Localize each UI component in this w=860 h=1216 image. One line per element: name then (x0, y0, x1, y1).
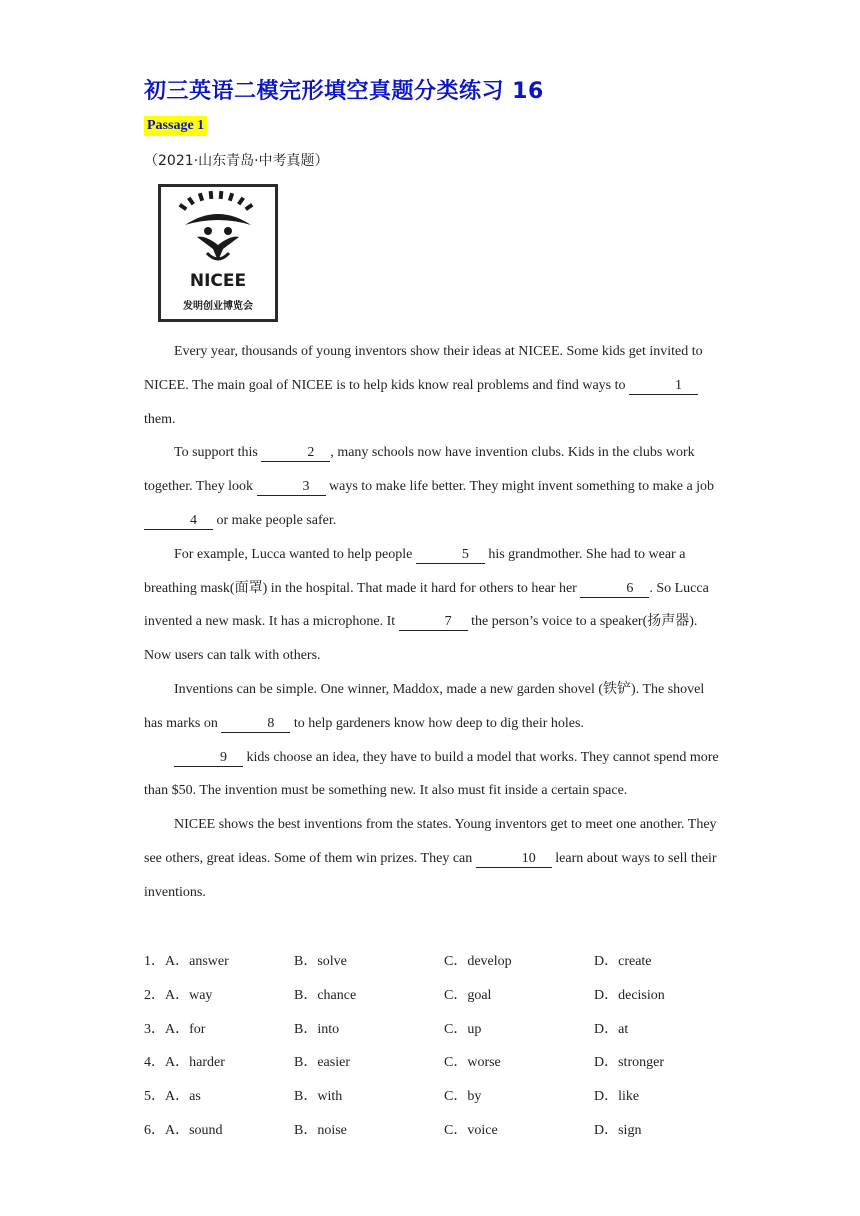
question-row (144, 1046, 744, 1080)
source-citation: （2021·山东青岛·中考真题） (144, 153, 329, 169)
passage-label: Passage 1 (144, 116, 207, 136)
blank-3: 3 (257, 479, 326, 496)
answer-option: B．solve (294, 954, 347, 969)
answer-option: 2．A．way (144, 987, 213, 1003)
blank-2: 2 (261, 445, 330, 462)
passage-paragraph (144, 436, 719, 537)
passage-text: , many schools now have invention clubs. Kids in the clubs work together. They look (144, 445, 695, 495)
passage-text: the person’s voice to a speaker(扬声器). Now users can talk with others. (144, 614, 698, 664)
passage-text: Inventions can be simple. One winner, Maddox, made a new garden shovel (铁铲). The shovel has marks on (144, 681, 705, 731)
blank-6: 6 (580, 581, 649, 598)
blank-8: 8 (221, 716, 290, 733)
passage-text: to help gardeners know how deep to dig their holes. (290, 715, 584, 731)
answer-option: 3．A．for (144, 1021, 206, 1037)
answer-option: B．with (294, 1089, 343, 1105)
passage-text: or make people safer. (213, 512, 337, 528)
page-title: 初三英语二模完形填空真题分类练习 16 (144, 79, 544, 104)
passage-text: For example, Lucca wanted to help people (174, 546, 416, 562)
logo-title: NICEE (189, 271, 247, 291)
passage-text: kids choose an idea, they have to build a model that works. They cannot spend more than $50. The invention must be something new. It also must fit inside a certain space. (144, 749, 719, 799)
answer-option: C．develop (444, 954, 512, 969)
passage-body (144, 335, 719, 910)
passage-paragraph (144, 538, 719, 673)
passage-paragraph (144, 741, 719, 809)
passage-text: ways to make life better. They might invent something to make a job (325, 479, 715, 495)
answer-option: D．sign (594, 1122, 642, 1138)
blank-5: 5 (416, 547, 485, 564)
passage-text: learn about ways to sell their inventions. (144, 850, 717, 900)
question-row (144, 979, 744, 1013)
question-options (144, 945, 744, 1148)
answer-option: B．easier (294, 1055, 350, 1071)
passage-paragraph (144, 808, 719, 909)
passage-paragraph (144, 335, 719, 436)
question-row (144, 1013, 744, 1047)
answer-option: 5．A．as (144, 1089, 201, 1105)
answer-option: B．noise (294, 1122, 347, 1138)
answer-option: C．goal (444, 987, 492, 1003)
answer-option: C．voice (444, 1122, 498, 1138)
question-row (144, 945, 744, 979)
answer-option: B．chance (294, 987, 357, 1003)
answer-option: C．up (444, 1021, 482, 1037)
blank-10: 10 (476, 851, 552, 868)
answer-option: 1．A．answer (144, 954, 229, 969)
answer-option: D．at (594, 1021, 629, 1037)
answer-option: B．into (294, 1021, 340, 1037)
blank-4: 4 (144, 513, 213, 530)
passage-text: . So Lucca invented a new mask. It has a microphone. It (144, 580, 709, 630)
nicee-logo (158, 184, 278, 322)
passage-text: them. (144, 411, 176, 427)
passage-paragraph (144, 673, 719, 741)
answer-option: D．like (594, 1089, 640, 1105)
answer-option: D．stronger (594, 1055, 664, 1071)
answer-option: D．decision (594, 987, 665, 1003)
logo-subtitle: 发明创业博览会 (183, 301, 253, 312)
passage-text: Every year, thousands of young inventors show their ideas at NICEE. Some kids get invited to NICEE. The main goal of NICEE is to help kids know real problems and find ways to (144, 344, 703, 393)
answer-option: D．create (594, 954, 652, 969)
blank-1: 1 (629, 378, 698, 395)
answer-option: C．by (444, 1089, 482, 1105)
question-row (144, 1114, 744, 1148)
blank-9: 9 (174, 750, 243, 767)
answer-option: C．worse (444, 1055, 501, 1071)
blank-7: 7 (399, 614, 468, 631)
nicee-emblem-icon (161, 187, 275, 267)
passage-text: To support this (174, 445, 262, 461)
question-row (144, 1080, 744, 1114)
passage-text: his grandmother. She had to wear a breathing mask(面罩) in the hospital. That made it hard for others to hear her (144, 546, 686, 596)
answer-option: 6．A．sound (144, 1122, 223, 1138)
answer-option: 4．A．harder (144, 1055, 225, 1071)
passage-text: NICEE shows the best inventions from the states. Young inventors get to meet one another. They see others, great ideas. Some of them win prizes. They can (144, 817, 717, 866)
